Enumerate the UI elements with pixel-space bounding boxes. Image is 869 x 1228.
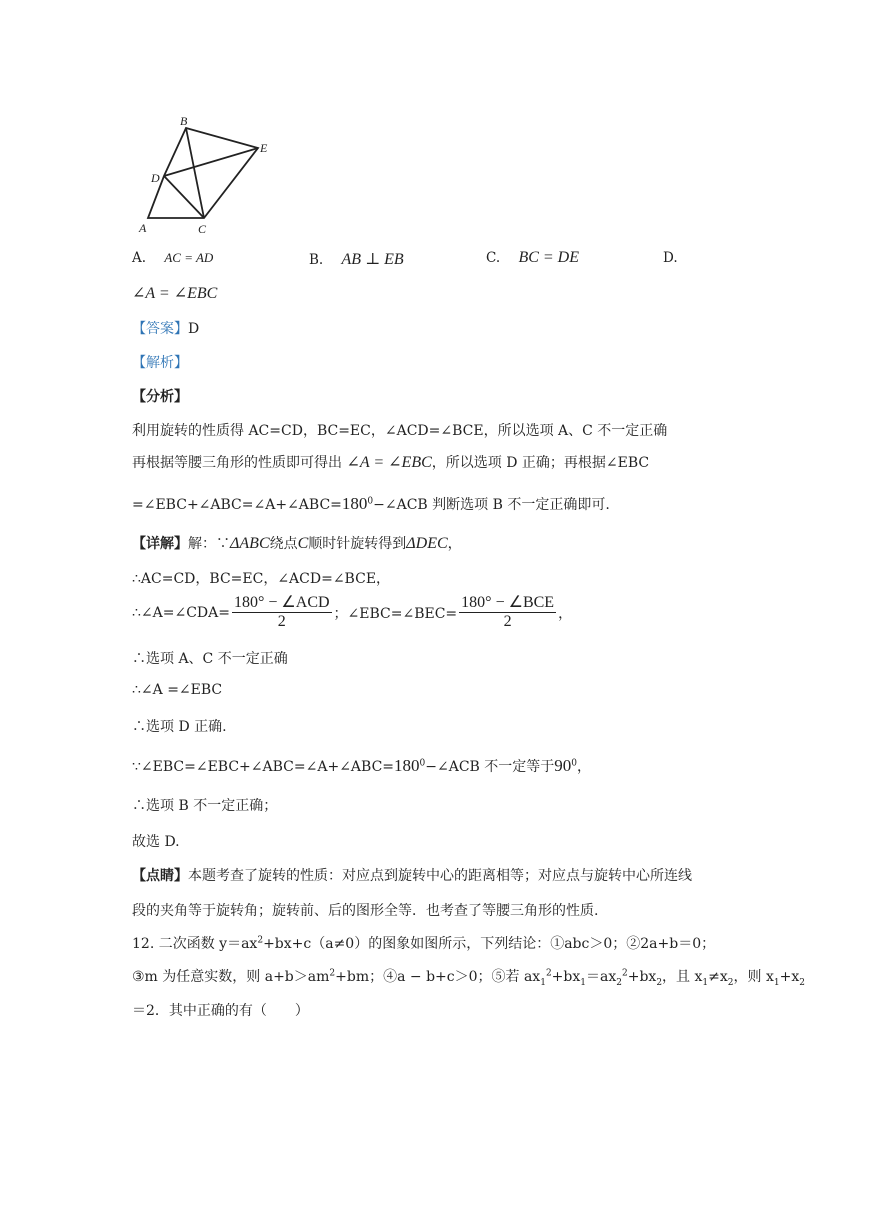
xiangjie-l1d: ， bbox=[447, 536, 462, 552]
fenxi-line3-a: =∠EBC+∠ABC=∠A+∠ABC= bbox=[132, 497, 342, 513]
dianjing-text1: 本题考查了旋转的性质：对应点到旋转中心的距离相等；对应点与旋转中心所连线 bbox=[188, 868, 692, 884]
xiangjie-line3 bbox=[132, 595, 572, 631]
xiangjie-l1-math3: ΔDEC bbox=[406, 535, 448, 552]
option-d-text: ∠A = ∠EBC bbox=[132, 285, 218, 302]
xiangjie-line4: ∴选项 A、C 不一定正确 bbox=[132, 651, 288, 667]
fraction-acd-numerator: 180° − ∠ACD bbox=[234, 594, 330, 611]
xiangjie-l7-sup2: 0 bbox=[571, 758, 578, 769]
fraction-bce-denominator: 2 bbox=[503, 612, 512, 630]
fenxi-line3 bbox=[132, 494, 610, 514]
label-a: A bbox=[139, 221, 147, 235]
q12-l2b: +bm；④a − b+c＞0；⑤若 ax bbox=[335, 969, 541, 985]
xiangjie-l7b: −∠ACB 不一定等于 bbox=[425, 759, 555, 775]
fraction-acd-denominator: 2 bbox=[277, 612, 286, 630]
q12-l2-s2: 1 bbox=[580, 977, 586, 988]
option-b bbox=[309, 249, 404, 269]
xiangjie-l1-math2: C bbox=[297, 535, 309, 552]
q12-l1b: +bx+c（a≠0）的图象如图所示，下列结论：①abc＞0；②2a+b＝0； bbox=[263, 936, 716, 952]
option-c-text: BC = DE bbox=[518, 249, 580, 266]
xiangjie-line1 bbox=[132, 533, 462, 553]
label-c: C bbox=[198, 222, 207, 236]
fenxi-line2 bbox=[132, 452, 649, 472]
xiangjie-l1-math1: ΔABC bbox=[230, 535, 270, 552]
fenxi-line2-a: 再根据等腰三角形的性质即可得出 bbox=[132, 455, 342, 471]
xiangjie-l1c: 顺时针旋转得到 bbox=[308, 536, 407, 552]
xiangjie-l3b: ；∠EBC=∠BEC= bbox=[333, 605, 458, 622]
fraction-bce-numerator: 180° − ∠BCE bbox=[461, 594, 555, 611]
option-a-text: AC = AD bbox=[164, 250, 214, 265]
q12-l1-sup: 2 bbox=[257, 935, 264, 946]
fenxi-line3-num: 180 bbox=[341, 494, 368, 513]
label-e: E bbox=[260, 141, 268, 155]
dianjing-line2: 段的夹角等于旋转角；旋转前、后的图形全等．也考查了等腰三角形的性质. bbox=[132, 903, 599, 919]
q12-l2c: +bx bbox=[551, 969, 581, 985]
xiangjie-tag: 【详解】 bbox=[132, 536, 188, 552]
xiangjie-line9: 故选 D. bbox=[132, 834, 180, 850]
q12-l2f: ，且 x bbox=[662, 969, 703, 985]
xiangjie-l1a: 解：∵ bbox=[188, 536, 230, 552]
outline-polygon bbox=[148, 128, 258, 218]
label-d: D bbox=[151, 171, 160, 185]
fenxi-line3-b: −∠ACB 判断选项 B 不一定正确即可. bbox=[373, 497, 610, 513]
q12-line1 bbox=[132, 933, 715, 953]
option-c-label: C. bbox=[486, 250, 501, 266]
xiangjie-l3a: ∴∠A=∠CDA= bbox=[132, 604, 230, 621]
dianjing-line1 bbox=[132, 865, 692, 885]
fenxi-line3-sup: 0 bbox=[367, 496, 374, 507]
xiangjie-l7-num2: 90 bbox=[554, 756, 572, 775]
option-a bbox=[132, 250, 213, 266]
q12-l1a: 12. 二次函数 y＝ax bbox=[132, 936, 258, 952]
q12-l2g: ≠x bbox=[708, 969, 728, 985]
xiangjie-line2: ∴AC=CD，BC=EC，∠ACD=∠BCE， bbox=[132, 571, 391, 587]
xiangjie-line6: ∴选项 D 正确. bbox=[132, 719, 227, 735]
geometry-figure bbox=[128, 110, 288, 238]
segment-de bbox=[164, 148, 258, 176]
q12-l2-sup2: 2 bbox=[545, 968, 552, 979]
q12-line3: ＝2．其中正确的有（ ） bbox=[132, 1003, 309, 1019]
xiangjie-l7c: ， bbox=[577, 759, 592, 775]
analysis-tag: 【解析】 bbox=[132, 355, 188, 371]
q12-l2-s3: 2 bbox=[616, 977, 622, 988]
option-b-label: B. bbox=[309, 252, 324, 268]
xiangjie-l3c: ， bbox=[558, 605, 573, 622]
q12-l2-s4: 2 bbox=[656, 977, 663, 988]
option-a-label: A. bbox=[132, 250, 147, 266]
q12-l2-sup: 2 bbox=[329, 968, 336, 979]
xiangjie-line5: ∴∠A =∠EBC bbox=[132, 682, 223, 698]
fenxi-line2-b: ，所以选项 D 正确；再根据∠EBC bbox=[431, 455, 650, 471]
fenxi-line2-math: ∠A = ∠EBC bbox=[346, 454, 432, 471]
q12-l2-sup3: 2 bbox=[621, 968, 628, 979]
option-d-label: D. bbox=[663, 250, 678, 266]
q12-l2-s1: 1 bbox=[540, 977, 546, 988]
answer-value: D bbox=[188, 321, 200, 337]
q12-l2-s5: 1 bbox=[702, 977, 709, 988]
option-b-text: AB ⊥ EB bbox=[341, 251, 404, 268]
q12-l2e: +bx bbox=[627, 969, 657, 985]
answer-tag: 【答案】 bbox=[132, 321, 188, 337]
xiangjie-l7-sup: 0 bbox=[419, 758, 426, 769]
q12-l2i: +x bbox=[779, 969, 800, 985]
option-c bbox=[486, 249, 579, 267]
segment-dc bbox=[164, 176, 204, 218]
answer-line bbox=[132, 318, 199, 338]
q12-l2-s7: 1 bbox=[773, 977, 780, 988]
xiangjie-l7a: ∵∠EBC=∠EBC+∠ABC=∠A+∠ABC= bbox=[132, 759, 395, 775]
dianjing-tag: 【点睛】 bbox=[132, 868, 188, 884]
fraction-bce bbox=[459, 595, 556, 631]
xiangjie-line8: ∴选项 B 不一定正确； bbox=[132, 798, 278, 814]
xiangjie-l7-num: 180 bbox=[394, 756, 420, 775]
q12-l2h: ，则 x bbox=[733, 969, 774, 985]
q12-line2 bbox=[132, 966, 805, 988]
fraction-acd bbox=[232, 595, 332, 631]
fenxi-tag: 【分析】 bbox=[132, 389, 188, 405]
q12-l2-s8: 2 bbox=[799, 977, 805, 988]
xiangjie-l1b: 绕点 bbox=[269, 536, 298, 552]
segment-bc bbox=[186, 128, 204, 218]
q12-l2-s6: 2 bbox=[727, 977, 734, 988]
fenxi-line1: 利用旋转的性质得 AC=CD，BC=EC，∠ACD=∠BCE，所以选项 A、C 不一定正确 bbox=[132, 423, 668, 439]
q12-l2a: ③m 为任意实数，则 a+b＞am bbox=[132, 969, 330, 985]
xiangjie-line7 bbox=[132, 756, 591, 776]
q12-l2d: ＝ax bbox=[586, 969, 617, 985]
label-b: B bbox=[180, 114, 188, 128]
